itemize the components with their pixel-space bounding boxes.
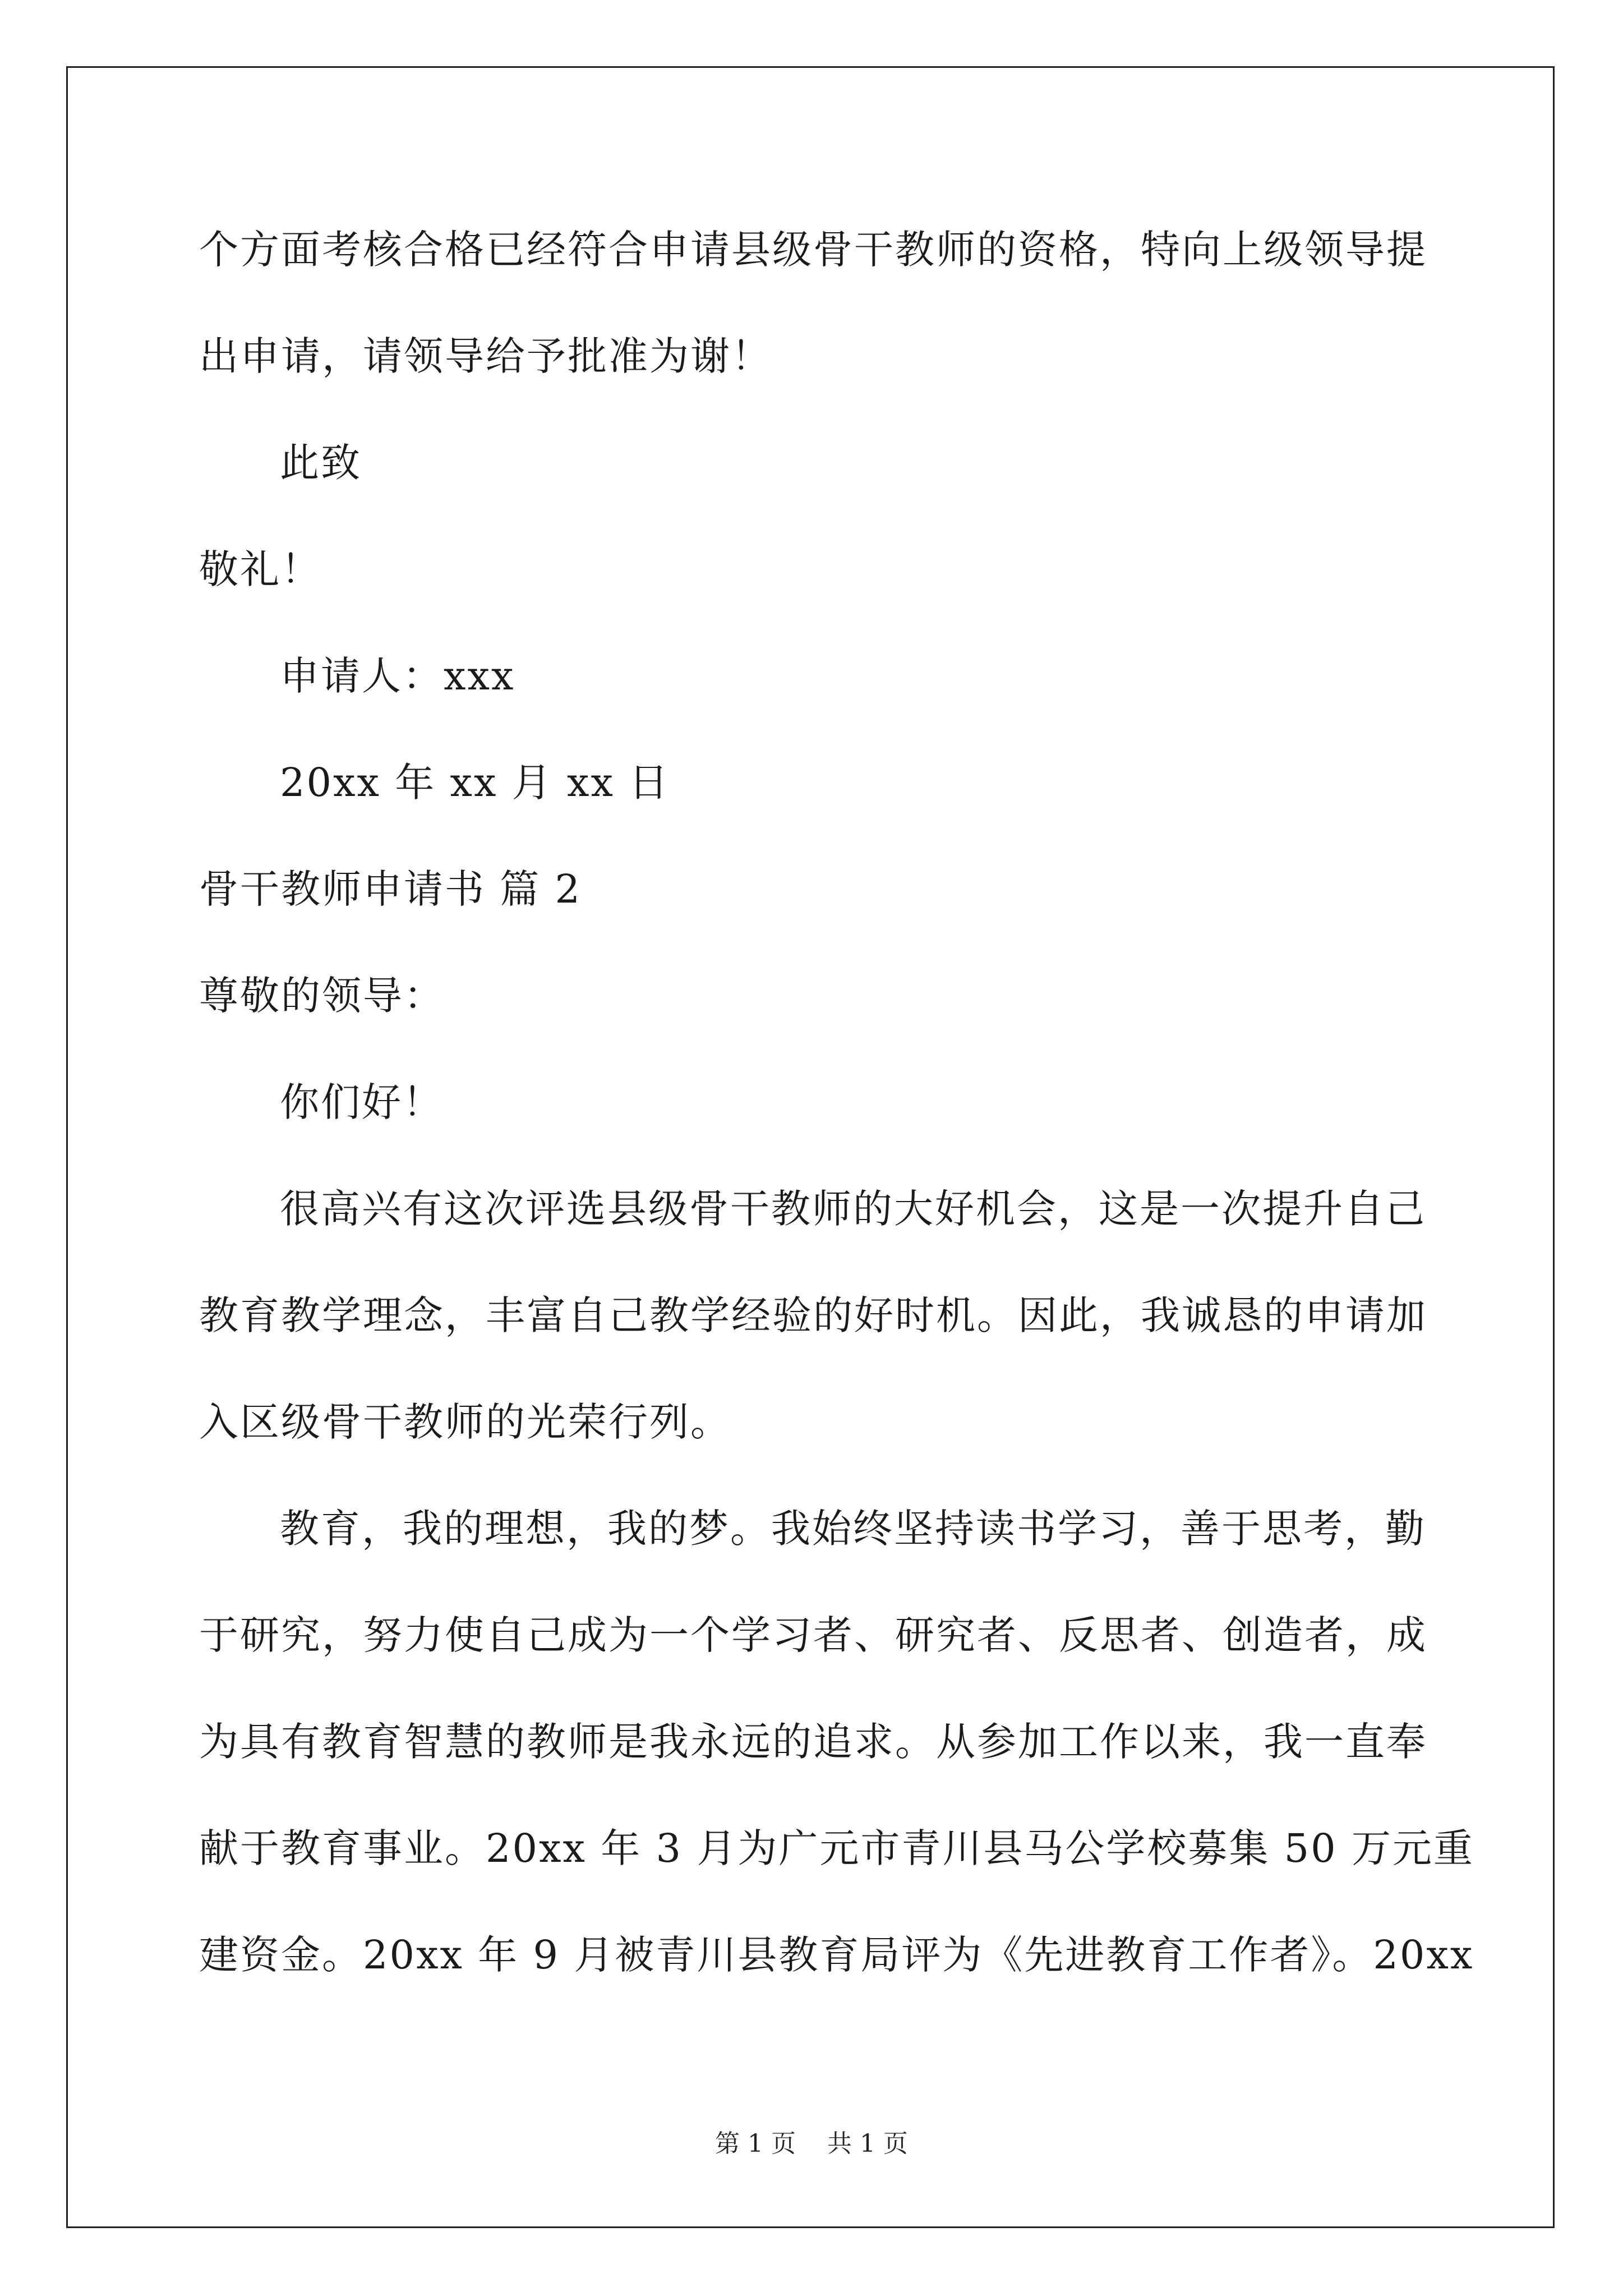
document-body <box>199 213 1474 2025</box>
text-line: 申请人：xxx <box>280 653 515 699</box>
section-heading: 骨干教师申请书 篇 2 <box>199 866 582 912</box>
page-footer: 第 1 页 共 1 页 <box>715 2129 908 2158</box>
text-line: 此致 <box>280 440 362 486</box>
greeting: 你们好！ <box>280 1079 444 1125</box>
text-line: 很高兴有这次评选县级骨干教师的大好机会，这是一次提升自己 <box>280 1186 1426 1232</box>
text-line: 教育，我的理想，我的梦。我始终坚持读书学习，善于思考，勤 <box>280 1506 1426 1552</box>
text-line: 个方面考核合格已经符合申请县级骨干教师的资格，特向上级领导提 <box>199 227 1427 273</box>
text-line: 于研究，努力使自己成为一个学习者、研究者、反思者、创造者，成 <box>199 1612 1427 1658</box>
text-line: 20xx 年 xx 月 xx 日 <box>280 760 670 806</box>
text-line: 献于教育事业。20xx 年 3 月为广元市青川县马公学校募集 50 万元重 <box>199 1825 1474 1871</box>
text-line: 教育教学理念，丰富自己教学经验的好时机。因此，我诚恳的申请加 <box>199 1292 1427 1338</box>
salutation: 尊敬的领导： <box>199 973 445 1019</box>
text-line: 出申请，请领导给予批准为谢！ <box>199 333 772 379</box>
text-line: 为具有教育智慧的教师是我永远的追求。从参加工作以来，我一直奉 <box>199 1719 1427 1765</box>
text-line: 入区级骨干教师的光荣行列。 <box>199 1399 731 1445</box>
text-line: 建资金。20xx 年 9 月被青川县教育局评为《先进教育工作者》。20xx <box>199 1932 1474 1978</box>
text-line: 敬礼！ <box>199 546 322 592</box>
